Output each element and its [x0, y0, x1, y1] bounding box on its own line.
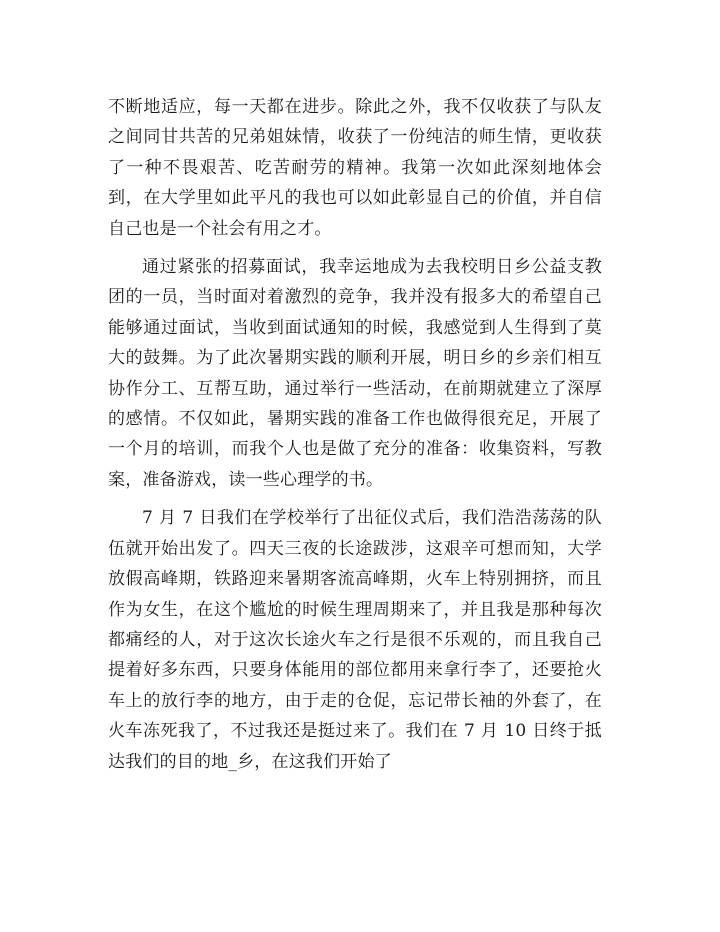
paragraph-gap: [108, 244, 602, 252]
paragraph-3: 7 月 7 日我们在学校举行了出征仪式后，我们浩浩荡荡的队伍就开始出发了。四天三夜的长途跋涉，这艰辛可想而知，大学放假高峰期，铁路迎来暑期客流高峰期，火车上特别拥挤，而且作为女生，在这个尴尬的时候生理周期来了，并且我是那种每次都痛经的人，对于这次长途火车之行是很不乐观的，而且我自己提着好多东西，只要身体能用的部位都用来拿行李了，还要抢火车上的放行李的地方，由于走的仓促，忘记带长袖的外套了，在火车冻死我了，不过我还是挺过来了。我们在 7 月 10 日终于抵达我们的目的地_乡，在这我们开始了: [108, 508, 602, 772]
paragraph-1: 不断地适应，每一天都在进步。除此之外，我不仅收获了与队友之间同甘共苦的兄弟姐妹情，收获了一份纯洁的师生情，更收获了一种不畏艰苦、吃苦耐劳的精神。我第一次如此深刻地体会到，在大学里如此平凡的我也可以如此彰显自己的价值，并自信自己也是一个社会有用之才。: [108, 97, 602, 239]
paragraph-2: 通过紧张的招募面试，我幸运地成为去我校明日乡公益支教团的一员，当时面对着激烈的竞争，我并没有报多大的希望自己能够通过面试，当收到面试通知的时候，我感觉到人生得到了莫大的鼓舞。为了此次暑期实践的顺利开展，明日乡的乡亲们相互协作分工、互帮互助，通过举行一些活动，在前期就建立了深厚的感情。不仅如此，暑期实践的准备工作也做得很充足，开展了一个月的培训，而我个人也是做了充分的准备：收集资料，写教案，准备游戏，读一些心理学的书。: [108, 257, 602, 490]
document-body: [108, 92, 602, 777]
paragraph-gap: [108, 495, 602, 503]
